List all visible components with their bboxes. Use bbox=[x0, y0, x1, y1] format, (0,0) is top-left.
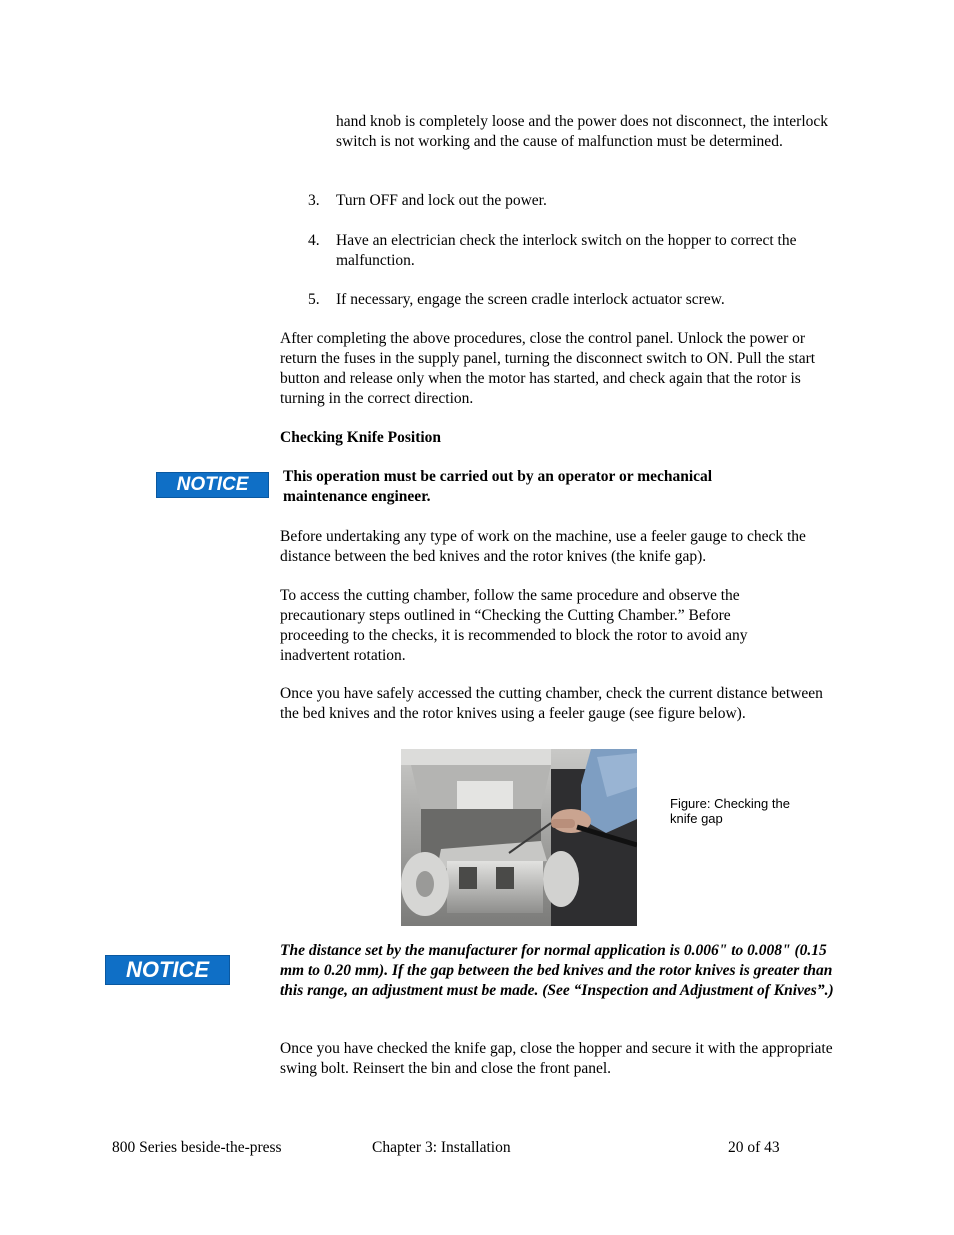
notice-badge: NOTICE bbox=[156, 472, 269, 498]
section-heading: Checking Knife Position bbox=[280, 429, 442, 446]
footer-page-number: 20 of 43 bbox=[728, 1139, 780, 1156]
footer-chapter: Chapter 3: Installation bbox=[372, 1139, 511, 1156]
list-text: If necessary, engage the screen cradle interlock actuator screw. bbox=[336, 291, 725, 308]
paragraph-feeler-gauge: Before undertaking any type of work on the machine, use a feeler gauge to check the distance between the bed knives and the rotor knives (the knife gap). bbox=[280, 528, 806, 565]
paragraph-after-procedures: After completing the above procedures, close the control panel. Unlock the power or return the fuses in the supply panel, turning the disconnect switch to ON. Pull the start button and release only when the motor has started, and check again that the rotor is turning in the correct direction. bbox=[280, 330, 816, 407]
list-number: 5. bbox=[308, 291, 320, 308]
notice-badge: NOTICE bbox=[105, 955, 230, 985]
figure-caption: Figure: Checking the knife gap bbox=[670, 796, 790, 826]
list-text: Turn OFF and lock out the power. bbox=[336, 192, 547, 209]
list-number: 4. bbox=[308, 232, 320, 249]
knife-gap-photo-illustration bbox=[401, 749, 637, 926]
paragraph-close-hopper: Once you have checked the knife gap, close the hopper and secure it with the appropriate swing bolt. Reinsert the bin and close the front panel. bbox=[280, 1040, 833, 1077]
paragraph-check-distance: Once you have safely accessed the cutting chamber, check the current distance between the bed knives and the rotor knives using a feeler gauge (see figure below). bbox=[280, 685, 823, 722]
notice-text: This operation must be carried out by an operator or mechanical maintenance engineer. bbox=[283, 468, 713, 505]
notice-text: The distance set by the manufacturer for normal application is 0.006" to 0.008" (0.15 mm to 0.20 mm). If the gap between the bed knives and the rotor knives is greater than this range, an adjustment must be made. (See “Inspection and Adjustment of Knives”.) bbox=[280, 942, 834, 999]
knife-gap-photo bbox=[401, 749, 637, 926]
footer-title: 800 Series beside-the-press bbox=[112, 1139, 282, 1156]
list-text: Have an electrician check the interlock switch on the hopper to correct the malfunction. bbox=[336, 232, 797, 269]
list-number: 3. bbox=[308, 192, 320, 209]
paragraph-access-chamber: To access the cutting chamber, follow the same procedure and observe the precautionary steps outlined in “Checking the Cutting Chamber.” Before proceeding to the checks, it is recommended to block the rotor to avoid any inadvertent rotation. bbox=[280, 587, 748, 664]
continued-paragraph: hand knob is completely loose and the power does not disconnect, the interlock switch is not working and the cause of malfunction must be determined. bbox=[336, 113, 829, 150]
